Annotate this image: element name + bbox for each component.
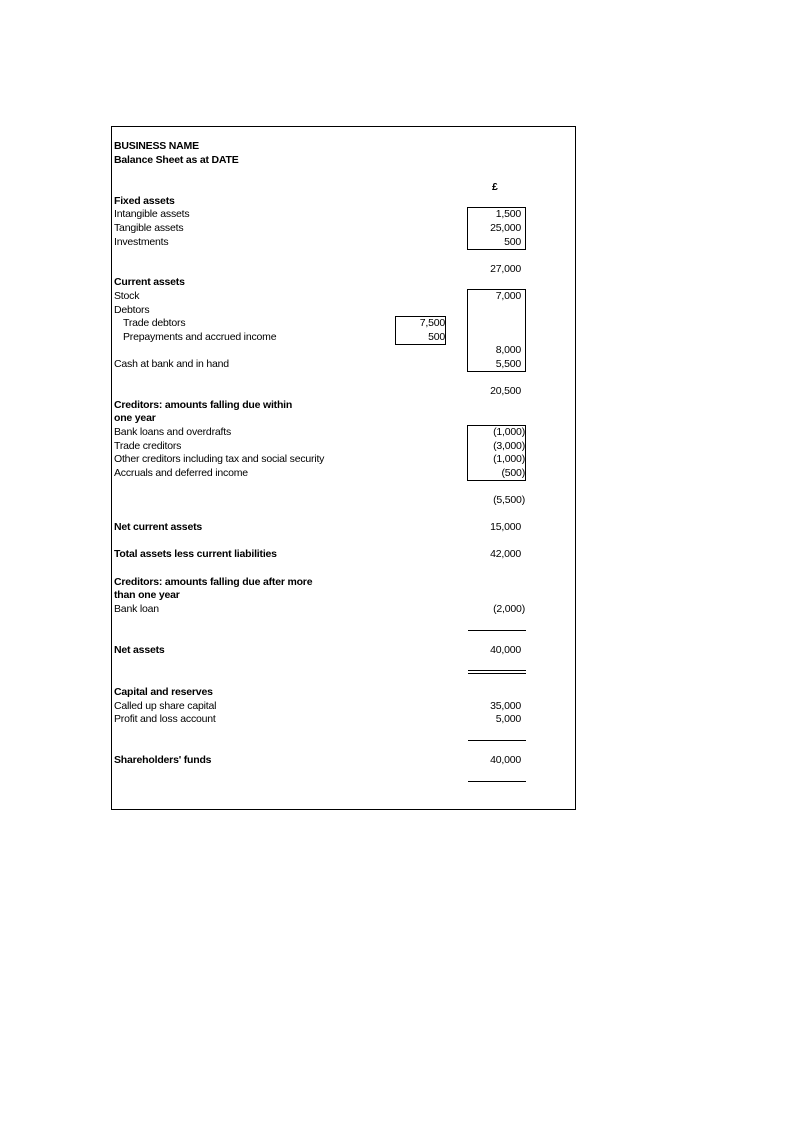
trade-creditors-value: (3,000) bbox=[493, 440, 525, 452]
cash-value: 5,500 bbox=[495, 358, 521, 370]
shareholders-funds-label: Shareholders' funds bbox=[114, 754, 212, 766]
prepayments-value: 500 bbox=[428, 331, 445, 343]
trade-debtors-value: 7,500 bbox=[419, 317, 445, 329]
tangible-assets-label: Tangible assets bbox=[114, 222, 184, 234]
profit-loss-label: Profit and loss account bbox=[114, 713, 216, 725]
currency-symbol: £ bbox=[492, 181, 498, 193]
current-assets-heading: Current assets bbox=[114, 276, 185, 288]
net-current-assets-value: 15,000 bbox=[490, 521, 521, 533]
investments-label: Investments bbox=[114, 236, 169, 248]
profit-loss-value: 5,000 bbox=[495, 713, 521, 725]
intangible-assets-value: 1,500 bbox=[495, 208, 521, 220]
creditors-after-heading-2: than one year bbox=[114, 589, 180, 601]
debtors-label: Debtors bbox=[114, 304, 150, 316]
share-capital-value: 35,000 bbox=[490, 700, 521, 712]
cash-label: Cash at bank and in hand bbox=[114, 358, 229, 370]
creditors-within-total: (5,500) bbox=[493, 494, 525, 506]
creditors-after-heading: Creditors: amounts falling due after more bbox=[114, 576, 313, 588]
subtotal-rule bbox=[468, 630, 526, 631]
bank-loans-overdrafts-label: Bank loans and overdrafts bbox=[114, 426, 231, 438]
investments-value: 500 bbox=[504, 236, 521, 248]
other-creditors-value: (1,000) bbox=[493, 453, 525, 465]
accruals-value: (500) bbox=[501, 467, 525, 479]
prepayments-label: Prepayments and accrued income bbox=[123, 331, 277, 343]
intangible-assets-label: Intangible assets bbox=[114, 208, 190, 220]
bank-loan-value: (2,000) bbox=[493, 603, 525, 615]
shareholders-funds-value: 40,000 bbox=[490, 754, 521, 766]
fixed-assets-heading: Fixed assets bbox=[114, 195, 175, 207]
tangible-assets-value: 25,000 bbox=[490, 222, 521, 234]
trade-creditors-label: Trade creditors bbox=[114, 440, 182, 452]
creditors-within-heading-2: one year bbox=[114, 412, 156, 424]
other-creditors-label: Other creditors including tax and social security bbox=[114, 453, 325, 465]
current-assets-total: 20,500 bbox=[490, 385, 521, 397]
trade-debtors-label: Trade debtors bbox=[123, 317, 186, 329]
bank-loans-overdrafts-value: (1,000) bbox=[493, 426, 525, 438]
sheet-subtitle: Balance Sheet as at DATE bbox=[114, 154, 239, 166]
net-current-assets-label: Net current assets bbox=[114, 521, 203, 533]
creditors-within-heading: Creditors: amounts falling due within bbox=[114, 399, 293, 411]
business-name: BUSINESS NAME bbox=[114, 140, 199, 152]
stock-label: Stock bbox=[114, 290, 140, 302]
share-capital-label: Called up share capital bbox=[114, 700, 217, 712]
net-assets-value: 40,000 bbox=[490, 644, 521, 656]
stock-value: 7,000 bbox=[495, 290, 521, 302]
double-rule-top bbox=[468, 670, 526, 671]
accruals-label: Accruals and deferred income bbox=[114, 467, 248, 479]
total-assets-less-label: Total assets less current liabilities bbox=[114, 548, 277, 560]
total-assets-less-value: 42,000 bbox=[490, 548, 521, 560]
double-rule-bottom bbox=[468, 673, 526, 674]
capital-subtotal-rule bbox=[468, 740, 526, 741]
debtors-total-value: 8,000 bbox=[495, 344, 521, 356]
fixed-assets-total: 27,000 bbox=[490, 263, 521, 275]
shareholders-funds-rule bbox=[468, 781, 526, 782]
net-assets-label: Net assets bbox=[114, 644, 165, 656]
capital-reserves-heading: Capital and reserves bbox=[114, 686, 213, 698]
bank-loan-label: Bank loan bbox=[114, 603, 159, 615]
